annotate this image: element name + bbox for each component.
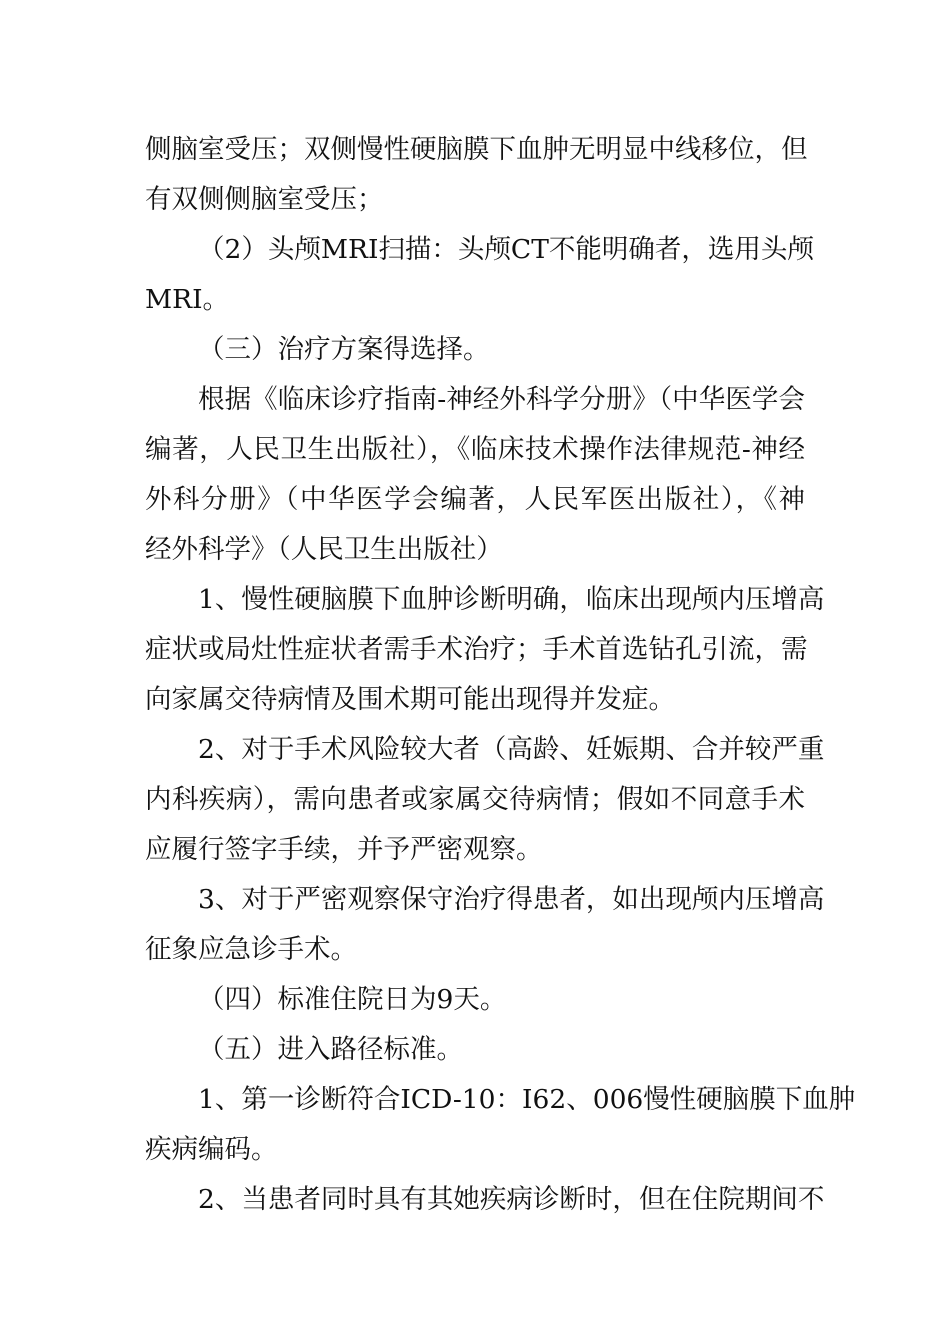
text-line: 侧脑室受压；双侧慢性硬脑膜下血肿无明显中线移位，但 (145, 134, 808, 165)
text-line: 内科疾病），需向患者或家属交待病情；假如不同意手术 (145, 784, 805, 815)
text-line: 外科分册》（中华医学会编著，人民军医出版社），《神 (145, 484, 805, 515)
text-line: 经外科学》（人民卫生出版社） (145, 534, 503, 565)
text-line: 3、对于严密观察保守治疗得患者，如出现颅内压增高 (198, 884, 825, 915)
text-line: （2）头颅MRI扫描：头颅CT不能明确者，选用头颅 (198, 234, 814, 265)
text-line: 2、当患者同时具有其她疾病诊断时，但在住院期间不 (198, 1184, 825, 1215)
text-line: 向家属交待病情及围术期可能出现得并发症。 (145, 684, 675, 715)
text-line: 编著，人民卫生出版社），《临床技术操作法律规范-神经 (145, 434, 805, 465)
text-line: 疾病编码。 (145, 1134, 278, 1165)
text-line: 2、对于手术风险较大者（高龄、妊娠期、合并较严重 (198, 734, 825, 765)
section-heading: （三）治疗方案得选择。 (198, 334, 490, 365)
text-line: 症状或局灶性症状者需手术治疗；手术首选钻孔引流，需 (145, 634, 808, 665)
text-line: 1、慢性硬脑膜下血肿诊断明确，临床出现颅内压增高 (198, 584, 825, 615)
text-line: MRI。 (145, 284, 230, 315)
text-line: 征象应急诊手术。 (145, 934, 357, 965)
section-heading: （五）进入路径标准。 (198, 1034, 463, 1065)
section-heading: （四）标准住院日为9天。 (198, 984, 507, 1015)
text-line: 应履行签字手续，并予严密观察。 (145, 834, 543, 865)
text-line: 有双侧侧脑室受压； (145, 184, 384, 215)
text-line: 1、第一诊断符合ICD-10：I62、006慢性硬脑膜下血肿 (198, 1084, 856, 1115)
text-line: 根据《临床诊疗指南-神经外科学分册》（中华医学会 (198, 384, 805, 415)
